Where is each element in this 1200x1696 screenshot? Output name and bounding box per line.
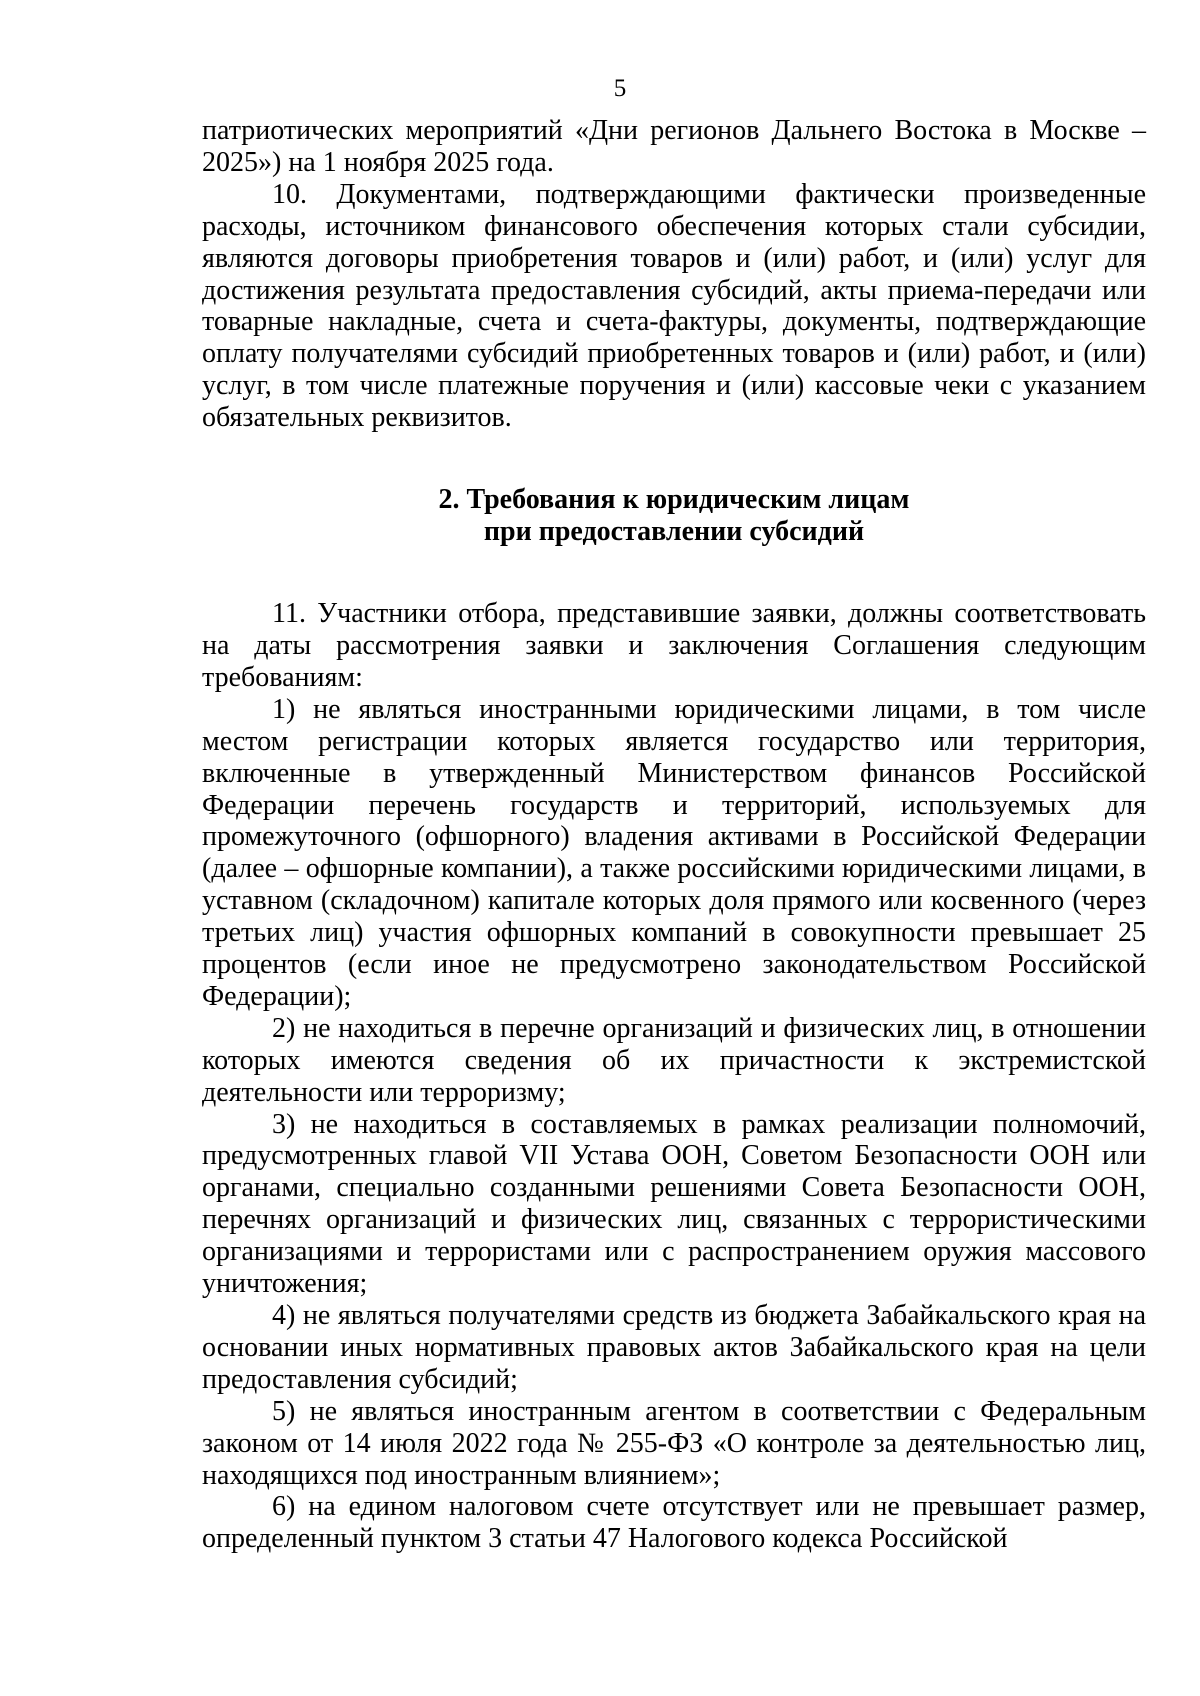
list-item-5: 5) не являться иностранным агентом в соответствии с Федеральным законом от 14 июля 2022 года № 255-ФЗ «О контроле за деятельностью лиц, находящихся под иностранным влиянием»; bbox=[202, 1395, 1146, 1491]
list-item-1: 1) не являться иностранными юридическими лицами, в том числе местом регистрации которых является государство или территория, включенные в утвержденный Министерством финансов Российской Федерации перечень государств и территорий, используемых для промежуточного (офшорного) владения активами в Российской Федерации (далее – офшорные компании), а также российскими юридическими лицами, в уставном (складочном) капитале которых доля прямого или косвенного (через третьих лиц) участия офшорных компаний в совокупности превышает 25 процентов (если иное не предусмотрено законодательством Российской Федерации); bbox=[202, 693, 1146, 1012]
list-item-6: 6) на едином налоговом счете отсутствует или не превышает размер, определенный пунктом 3 статьи 47 Налогового кодекса Российской bbox=[202, 1491, 1146, 1555]
section-heading-line-2: при предоставлении субсидий bbox=[483, 516, 865, 548]
list-item-2: 2) не находиться в перечне организаций и физических лиц, в отношении которых имеются сведения об их причастности к экстремистской деятельности или терроризму; bbox=[202, 1012, 1146, 1108]
paragraph-10: 10. Документами, подтверждающими фактически произведенные расходы, источником финансового обеспечения которых стали субсидии, являются договоры приобретения товаров и (или) работ, и (или) услуг для достижения результата предоставления субсидий, акты приема-передачи или товарные накладные, счета и счета-фактуры, документы, подтверждающие оплату получателями субсидий приобретенных товаров и (или) работ, и (или) услуг, в том числе платежные поручения и (или) кассовые чеки с указанием обязательных реквизитов. bbox=[202, 178, 1146, 434]
section-heading-line-1: 2. Требования к юридическим лицам bbox=[438, 484, 910, 516]
list-item-4: 4) не являться получателями средств из бюджета Забайкальского края на основании иных нормативных правовых актов Забайкальского края на цели предоставления субсидий; bbox=[202, 1300, 1146, 1395]
paragraph-11: 11. Участники отбора, представившие заявки, должны соответствовать на даты рассмотрения заявки и заключения Соглашения следующим требованиям: bbox=[202, 598, 1146, 693]
document-body bbox=[202, 115, 1146, 1555]
page-number: 5 bbox=[613, 75, 627, 102]
paragraph-continuation: патриотических мероприятий «Дни регионов Дальнего Востока в Москве – 2025») на 1 ноября 2025 года. bbox=[202, 115, 1146, 178]
list-item-3: 3) не находиться в составляемых в рамках реализации полномочий, предусмотренных главой VII Устава ООН, Советом Безопасности ООН или органами, специально созданными решениями Совета Безопасности ООН, перечнях организаций и физических лиц, связанных с террористическими организациями и террористами или с распространением оружия массового уничтожения; bbox=[202, 1108, 1146, 1300]
section-heading bbox=[202, 484, 1146, 548]
